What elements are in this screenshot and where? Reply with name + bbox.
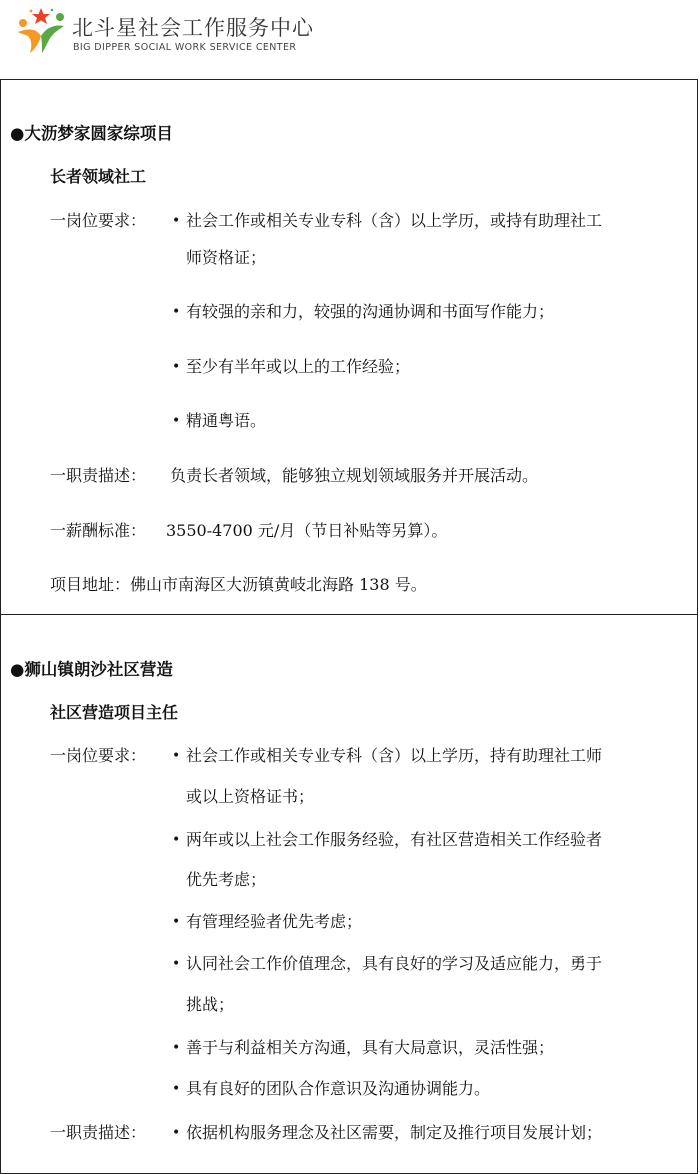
requirement-item: 两年或以上社会工作服务经验，有社区营造相关工作经验者 xyxy=(186,830,603,849)
bullet-icon: • xyxy=(172,1081,181,1097)
header xyxy=(0,0,700,78)
salary-label: 一薪酬标准： xyxy=(50,521,147,540)
duty-text: 负责长者领域，能够独立规划领域服务并开展活动。 xyxy=(170,466,539,485)
bullet-icon: • xyxy=(172,413,181,429)
bullet-icon: • xyxy=(172,956,181,972)
bullet-icon: • xyxy=(172,914,181,930)
bullet-icon: • xyxy=(172,832,181,848)
bullet-icon: • xyxy=(172,1040,181,1056)
requirement-item: 至少有半年或以上的工作经验； xyxy=(186,357,411,376)
big-dipper-logo-icon xyxy=(14,6,70,56)
requirement-label: 一岗位要求： xyxy=(50,746,147,765)
org-name-cn: 北斗星社会工作服务中心 xyxy=(72,16,314,40)
requirement-item-cont: 挑战； xyxy=(186,995,235,1014)
requirement-label: 一岗位要求： xyxy=(50,211,147,230)
bullet-icon: • xyxy=(172,304,181,320)
role-title: 社区营造项目主任 xyxy=(50,703,179,722)
bullet-icon: • xyxy=(172,359,181,375)
project-title: ●狮山镇朗沙社区营造 xyxy=(10,660,173,679)
requirement-item: 精通粤语。 xyxy=(186,411,267,430)
duty-label: 一职责描述： xyxy=(50,1123,147,1142)
bullet-icon: • xyxy=(172,748,181,764)
requirement-item: 社会工作或相关专业专科（含）以上学历，持有助理社工师 xyxy=(186,746,603,765)
project-address: 项目地址：佛山市南海区大沥镇黄岐北海路 138 号。 xyxy=(50,575,427,594)
salary-value: 3550-4700 元/月（节日补贴等另算）。 xyxy=(166,521,448,540)
requirement-item-cont: 或以上资格证书； xyxy=(186,787,315,806)
project-title: ●大沥梦家圆家综项目 xyxy=(10,124,173,143)
requirement-item: 认同社会工作价值理念，具有良好的学习及适应能力，勇于 xyxy=(186,954,603,973)
requirement-item: 具有良好的团队合作意识及沟通协调能力。 xyxy=(186,1079,491,1098)
org-name-en: BIG DIPPER SOCIAL WORK SERVICE CENTER xyxy=(73,42,297,53)
requirement-item: 善于与利益相关方沟通，具有大局意识，灵活性强； xyxy=(186,1038,555,1057)
duty-label: 一职责描述： xyxy=(50,466,147,485)
requirement-item: 社会工作或相关专业专科（含）以上学历，或持有助理社工 xyxy=(186,211,603,230)
duty-text: 依据机构服务理念及社区需要，制定及推行项目发展计划； xyxy=(186,1123,603,1142)
bullet-icon: • xyxy=(172,1125,181,1141)
requirement-item-cont: 师资格证； xyxy=(186,248,267,267)
role-title: 长者领域社工 xyxy=(50,167,147,186)
bullet-icon: • xyxy=(172,213,181,229)
requirement-item-cont: 优先考虑； xyxy=(186,870,267,889)
requirement-item: 有管理经验者优先考虑； xyxy=(186,912,363,931)
requirement-item: 有较强的亲和力，较强的沟通协调和书面写作能力； xyxy=(186,302,555,321)
